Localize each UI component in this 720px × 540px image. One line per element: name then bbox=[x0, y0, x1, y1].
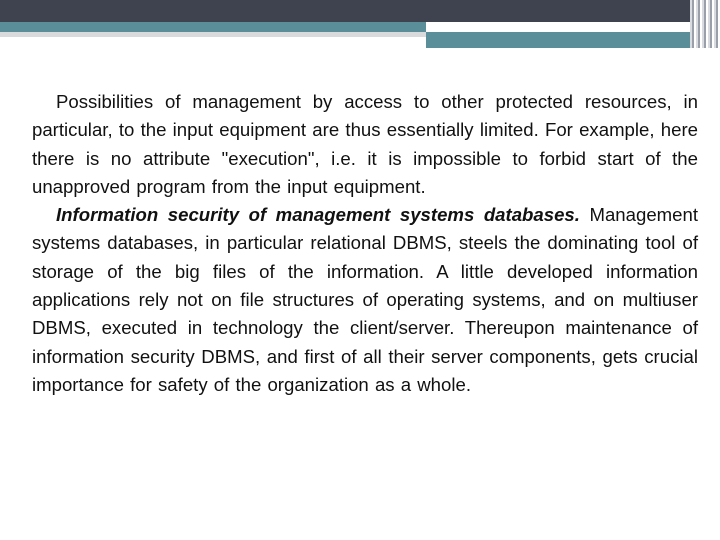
paragraph-dbms-security bbox=[32, 201, 698, 399]
paragraph-access-management bbox=[32, 88, 698, 201]
accent-bar-right bbox=[426, 32, 690, 48]
accent-strip bbox=[0, 32, 426, 37]
slide-body bbox=[32, 88, 698, 399]
paragraph-text: Possibilities of management by access to other protected resources, in particular, to the input equipment are thus essentially limited. For example, here there is no attribute "execution", i.e. it is impossible to forbid start of the unapproved program from the input equipment. bbox=[32, 91, 698, 197]
header-bar bbox=[0, 0, 720, 22]
paragraph-heading: Information security of management systems databases. bbox=[56, 204, 580, 226]
corner-decoration bbox=[690, 0, 720, 48]
paragraph-text: Management systems databases, in particular relational DBMS, steels the dominating tool of storage of the big files of the information. A little developed information applications rely not on file structures of operating systems, and on multiuser DBMS, executed in technology the client/server. Thereupon maintenance of information security DBMS, and first of all their server components, gets crucial importance for safety of the organization as a whole. bbox=[32, 204, 698, 395]
accent-bar-left bbox=[0, 22, 426, 32]
